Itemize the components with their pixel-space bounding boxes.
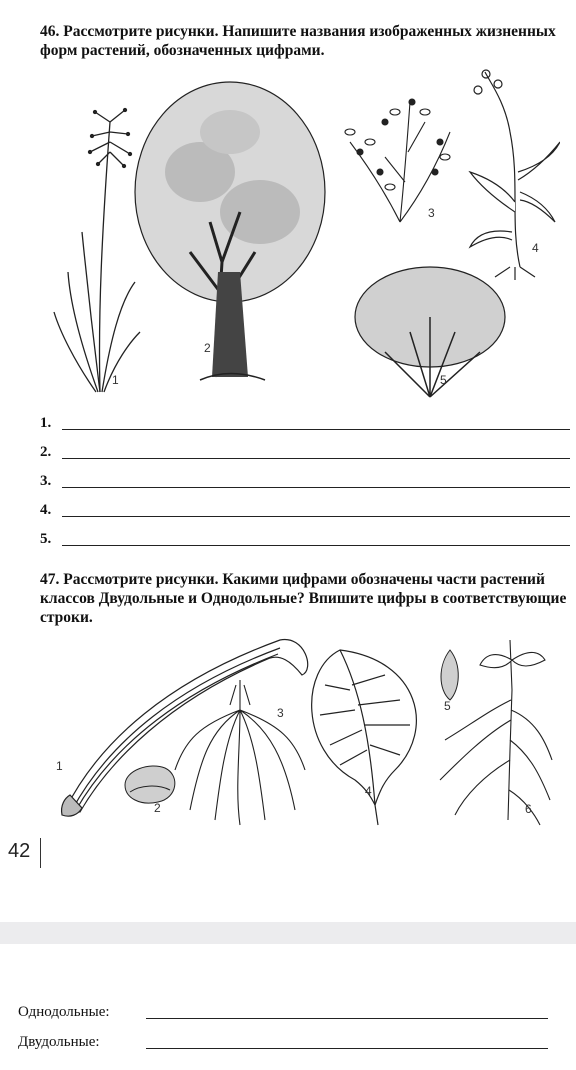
answer-line-number: 5. bbox=[40, 531, 52, 547]
task-47-heading bbox=[40, 570, 570, 627]
fibrous-root-illustration bbox=[175, 680, 305, 825]
figure-label-3: 3 bbox=[428, 206, 435, 220]
grain-seed-illustration bbox=[441, 650, 458, 700]
dicots-label: Двудольные: bbox=[18, 1034, 100, 1050]
figure-label-6: 6 bbox=[525, 802, 532, 816]
shrublet-illustration bbox=[345, 99, 450, 222]
figure-label-1: 1 bbox=[56, 759, 63, 773]
bean-seed-illustration bbox=[125, 766, 175, 803]
figure-label-1: 1 bbox=[112, 373, 119, 387]
answer-line-2[interactable] bbox=[40, 444, 570, 464]
monocots-answer-row[interactable] bbox=[18, 1004, 548, 1026]
page-number: 42 bbox=[8, 840, 31, 862]
answer-line-3[interactable] bbox=[40, 473, 570, 493]
figure-label-4: 4 bbox=[365, 784, 372, 798]
figure-label-2: 2 bbox=[204, 341, 211, 355]
answer-line-5[interactable] bbox=[40, 531, 570, 551]
task-47-text: Рассмотрите рисунки. Какими цифрами обозначены части растений классов Двудольные и Однодольные? Впишите цифры в соответствующие строки. bbox=[40, 571, 567, 626]
figure-label-3: 3 bbox=[277, 706, 284, 720]
tree-illustration bbox=[135, 82, 325, 380]
dicots-answer-row[interactable] bbox=[18, 1034, 548, 1056]
plant-parts-figure bbox=[40, 630, 560, 830]
answer-line-number: 4. bbox=[40, 502, 52, 518]
answer-line-1[interactable] bbox=[40, 415, 570, 435]
page-gap bbox=[0, 922, 576, 944]
task-46-heading bbox=[40, 22, 570, 60]
monocots-label: Однодольные: bbox=[18, 1004, 110, 1020]
bush-illustration bbox=[355, 267, 505, 397]
answer-line-number: 1. bbox=[40, 415, 52, 431]
leaf-net-venation-illustration bbox=[312, 650, 417, 825]
task-46-text: Рассмотрите рисунки. Напишите названия изображенных жизненных форм растений, обозначенных цифрами. bbox=[40, 23, 556, 59]
dicots-answer-line[interactable] bbox=[146, 1048, 548, 1049]
plant-life-forms-figure bbox=[40, 62, 560, 407]
task-47-number: 47. bbox=[40, 571, 60, 588]
figure-label-5: 5 bbox=[444, 699, 451, 713]
page-number-divider bbox=[40, 838, 41, 868]
herb-illustration bbox=[470, 70, 560, 280]
grass-illustration bbox=[54, 109, 140, 393]
task-46-number: 46. bbox=[40, 23, 60, 40]
answer-sheet bbox=[0, 944, 576, 1070]
figure-label-2: 2 bbox=[154, 801, 161, 815]
figure-label-4: 4 bbox=[532, 241, 539, 255]
answer-line-number: 3. bbox=[40, 473, 52, 489]
answer-line-number: 2. bbox=[40, 444, 52, 460]
figure-label-5: 5 bbox=[440, 373, 447, 387]
answer-line-4[interactable] bbox=[40, 502, 570, 522]
monocots-answer-line[interactable] bbox=[146, 1018, 548, 1019]
leaf-parallel-venation-illustration bbox=[62, 640, 308, 817]
